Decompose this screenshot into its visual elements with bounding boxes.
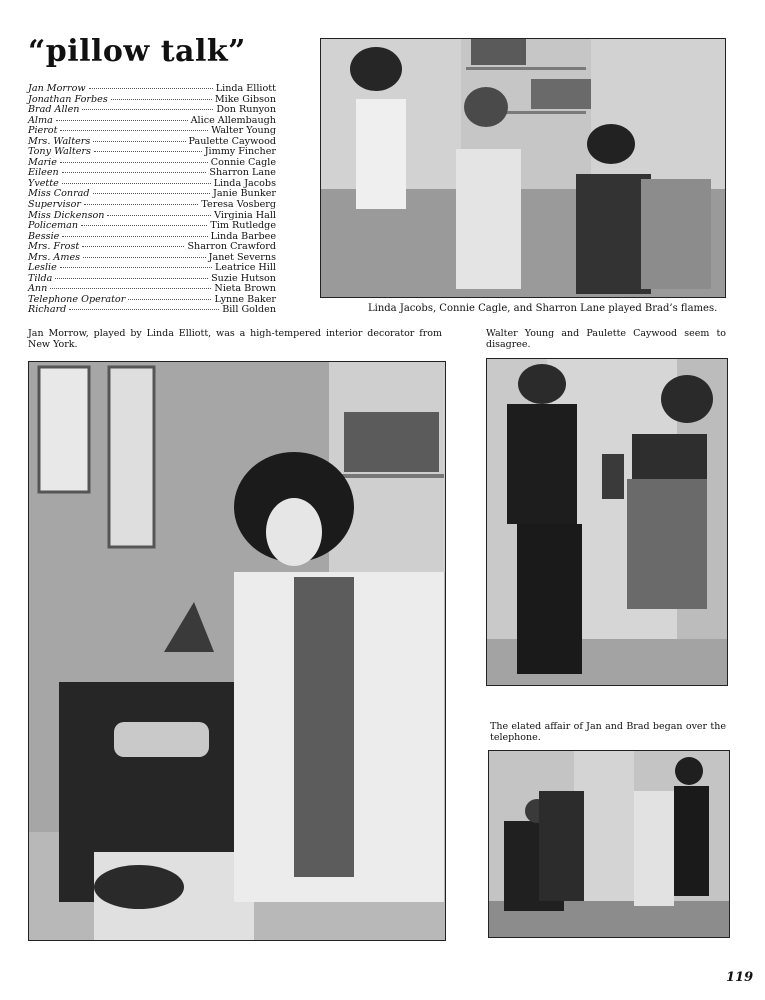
leader-dots (62, 236, 207, 237)
cast-actor: Paulette Caywood (188, 135, 276, 147)
cast-role: Marie (28, 156, 57, 168)
cast-role: Policeman (28, 220, 79, 232)
cast-actor: Suzie Hutson (211, 272, 276, 284)
cast-role: Pierot (28, 125, 58, 137)
leader-dots (50, 288, 211, 289)
cast-actor: Don Runyon (216, 104, 276, 116)
cast-actor: Alice Allembaugh (190, 114, 276, 126)
cast-actor: Nieta Brown (214, 283, 276, 295)
cast-list (28, 84, 276, 316)
cast-role: Miss Dickenson (28, 209, 105, 221)
cast-actor: Teresa Vosberg (201, 199, 276, 211)
leader-dots (94, 151, 202, 152)
cast-role: Richard (28, 304, 67, 316)
leader-dots (60, 130, 208, 131)
cast-role: Jonathan Forbes (28, 93, 108, 105)
photo-walter-paulette (486, 358, 728, 686)
cast-actor: Tim Rutledge (210, 220, 276, 232)
caption-flames: Linda Jacobs, Connie Cagle, and Sharron Lane played Brad’s flames. (368, 303, 718, 314)
cast-role: Ann (28, 283, 48, 295)
cast-actor: Janet Severns (208, 251, 276, 263)
leader-dots (82, 246, 184, 247)
cast-role: Alma (28, 114, 53, 126)
cast-actor: Bill Golden (222, 304, 276, 316)
leader-dots (56, 120, 188, 121)
page-title: “pillow talk” (28, 34, 246, 69)
cast-role: Jan Morrow (28, 83, 86, 94)
cast-role: Supervisor (28, 199, 81, 211)
cast-actor: Leatrice Hill (215, 262, 276, 274)
cast-role: Miss Conrad (28, 188, 90, 200)
cast-actor: Connie Cagle (210, 156, 276, 168)
cast-row (28, 305, 276, 316)
cast-row (28, 84, 276, 95)
page-number: 119 (726, 970, 754, 985)
cast-actor: Virginia Hall (214, 209, 276, 221)
cast-role: Eileen (28, 167, 59, 179)
leader-dots (62, 183, 211, 184)
cast-actor: Sharron Lane (209, 167, 276, 179)
cast-role: Bessie (28, 230, 60, 242)
cast-actor: Lynne Baker (214, 293, 276, 305)
cast-role: Brad Allen (28, 104, 80, 116)
cast-role: Mrs. Ames (28, 251, 81, 263)
cast-role: Tilda (28, 272, 53, 284)
leader-dots (82, 109, 213, 110)
caption-walter: Walter Young and Paulette Caywood seem to disagree. (486, 328, 726, 350)
cast-role: Mrs. Walters (28, 135, 91, 147)
leader-dots (107, 215, 211, 216)
leader-dots (111, 99, 212, 100)
caption-jan: Jan Morrow, played by Linda Elliott, was a high-tempered interior decorator from New York. (28, 328, 442, 350)
leader-dots (81, 225, 207, 226)
leader-dots (93, 193, 210, 194)
cast-actor: Sharron Crawford (187, 241, 276, 253)
cast-actor: Janie Bunker (212, 188, 276, 200)
cast-actor: Jimmy Fincher (204, 146, 276, 158)
caption-elated: The elated affair of Jan and Brad began over the telephone. (490, 721, 726, 743)
cast-actor: Walter Young (211, 125, 276, 137)
leader-dots (55, 278, 208, 279)
photo-jan-telephone (28, 361, 446, 941)
cast-actor: Linda Elliott (215, 83, 276, 94)
cast-role: Leslie (28, 262, 57, 274)
leader-dots (89, 88, 213, 89)
cast-role: Yvette (28, 177, 59, 189)
cast-actor: Linda Barbee (210, 230, 276, 242)
leader-dots (128, 299, 211, 300)
cast-role: Mrs. Frost (28, 241, 80, 253)
leader-dots (69, 309, 219, 310)
cast-actor: Linda Jacobs (213, 177, 276, 189)
photo-three-women (320, 38, 726, 298)
photo-stage-scene (488, 750, 730, 938)
cast-role: Tony Walters (28, 146, 91, 158)
cast-role: Telephone Operator (28, 293, 126, 305)
cast-actor: Mike Gibson (214, 93, 276, 105)
leader-dots (93, 141, 185, 142)
leader-dots (60, 267, 212, 268)
leader-dots (83, 257, 206, 258)
leader-dots (84, 204, 198, 205)
leader-dots (62, 172, 207, 173)
cast-row (28, 200, 276, 211)
leader-dots (60, 162, 208, 163)
